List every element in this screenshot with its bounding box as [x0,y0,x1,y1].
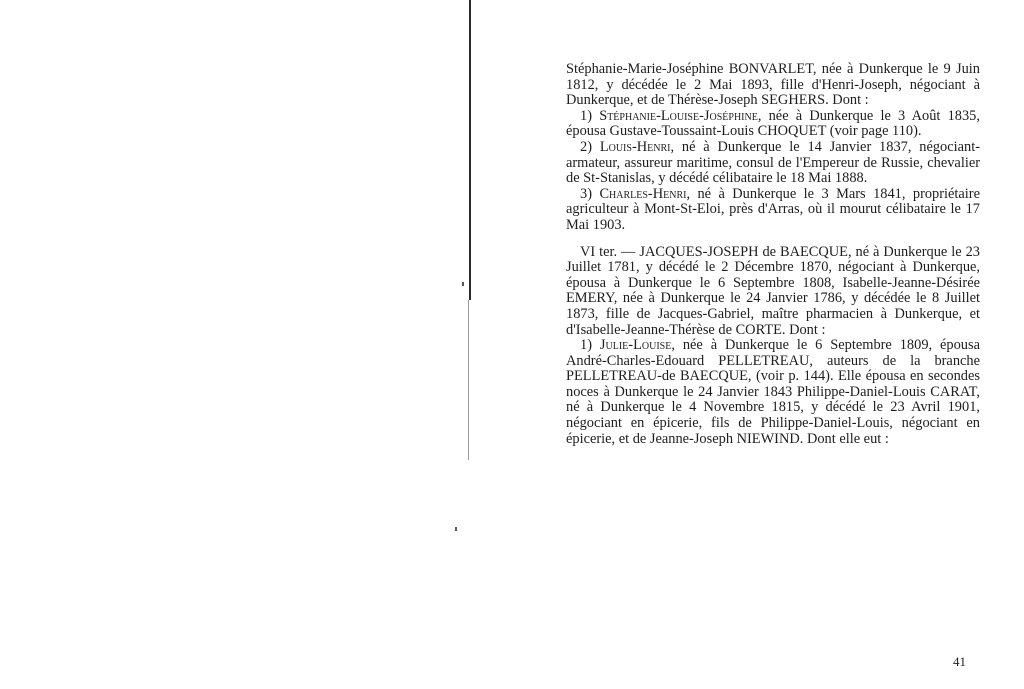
child-entry-4 [566,338,980,447]
entry-number: 2) [580,138,592,155]
book-gutter-shadow [468,300,469,460]
scan-speck [455,527,457,531]
child-name: Charles-Henri [599,185,687,202]
entry-text: , née à Dunkerque le 3 Août 1835, épousa Gustave-Toussaint-Louis CHOQUET (voir page 110). [566,107,980,140]
book-gutter-line [469,0,471,300]
scan-speck [462,282,464,286]
child-entry-1 [566,109,980,140]
entry-number: 3) [580,185,592,202]
paragraph-vi-ter: VI ter. — JACQUES-JOSEPH de BAECQUE, né à Dunkerque le 23 Juillet 1781, y décédé le 2 Décembre 1870, négociant à Dunkerque, épousa à Dunkerque le 6 Septembre 1808, Isabelle-Jeanne-Désirée EMERY, née à Dunkerque le 24 Janvier 1786, y décédée le 8 Juillet 1873, fille de Jacques-Gabriel, maître pharmacien à Dunkerque, et d'Isabelle-Jeanne-Thérèse de CORTE. Dont : [566,243,980,338]
page-number: 41 [953,654,966,669]
child-name: Julie-Louise [599,337,672,354]
entry-text: , né à Dunkerque le 14 Janvier 1837, négociant-armateur, assureur maritime, consul de l'Empereur de Russie, chevalier de St-Stanislas, y décédé célibataire le 18 Mai 1888. [566,138,980,187]
entry-number: 1) [580,107,592,124]
child-name: Louis-Henri [599,138,671,155]
child-name: Stéphanie-Louise-Joséphine [599,107,758,124]
page-body [566,62,980,447]
child-entry-3 [566,187,980,234]
paragraph-bonvarlet: Stéphanie-Marie-Joséphine BONVARLET, née à Dunkerque le 9 Juin 1812, y décédée le 2 Mai 1893, fille d'Henri-Joseph, négociant à Dunkerque, et de Thérèse-Joseph SEGHERS. Dont : [566,61,980,109]
entry-text: , né à Dunkerque le 3 Mars 1841, propriétaire agriculteur à Mont-St-Eloi, près d'Arras, où il mourut célibataire le 17 Mai 1903. [566,185,980,233]
child-entry-2 [566,140,980,187]
entry-number: 1) [580,337,592,354]
entry-text: , née à Dunkerque le 6 Septembre 1809, épousa André-Charles-Edouard PELLETREAU, auteurs de la branche PELLETREAU-de BAECQUE, (voir p. 144). Elle épousa en secondes noces à Dunkerque le 24 Janvier 1843 Philippe-Daniel-Louis CARAT, né à Dunkerque le 4 Novembre 1815, y décédé le 23 Avril 1901, négociant en épicerie, fils de Philippe-Daniel-Louis, négociant en épicerie, et de Jeanne-Joseph NIEWIND. Dont elle eut : [566,337,980,447]
